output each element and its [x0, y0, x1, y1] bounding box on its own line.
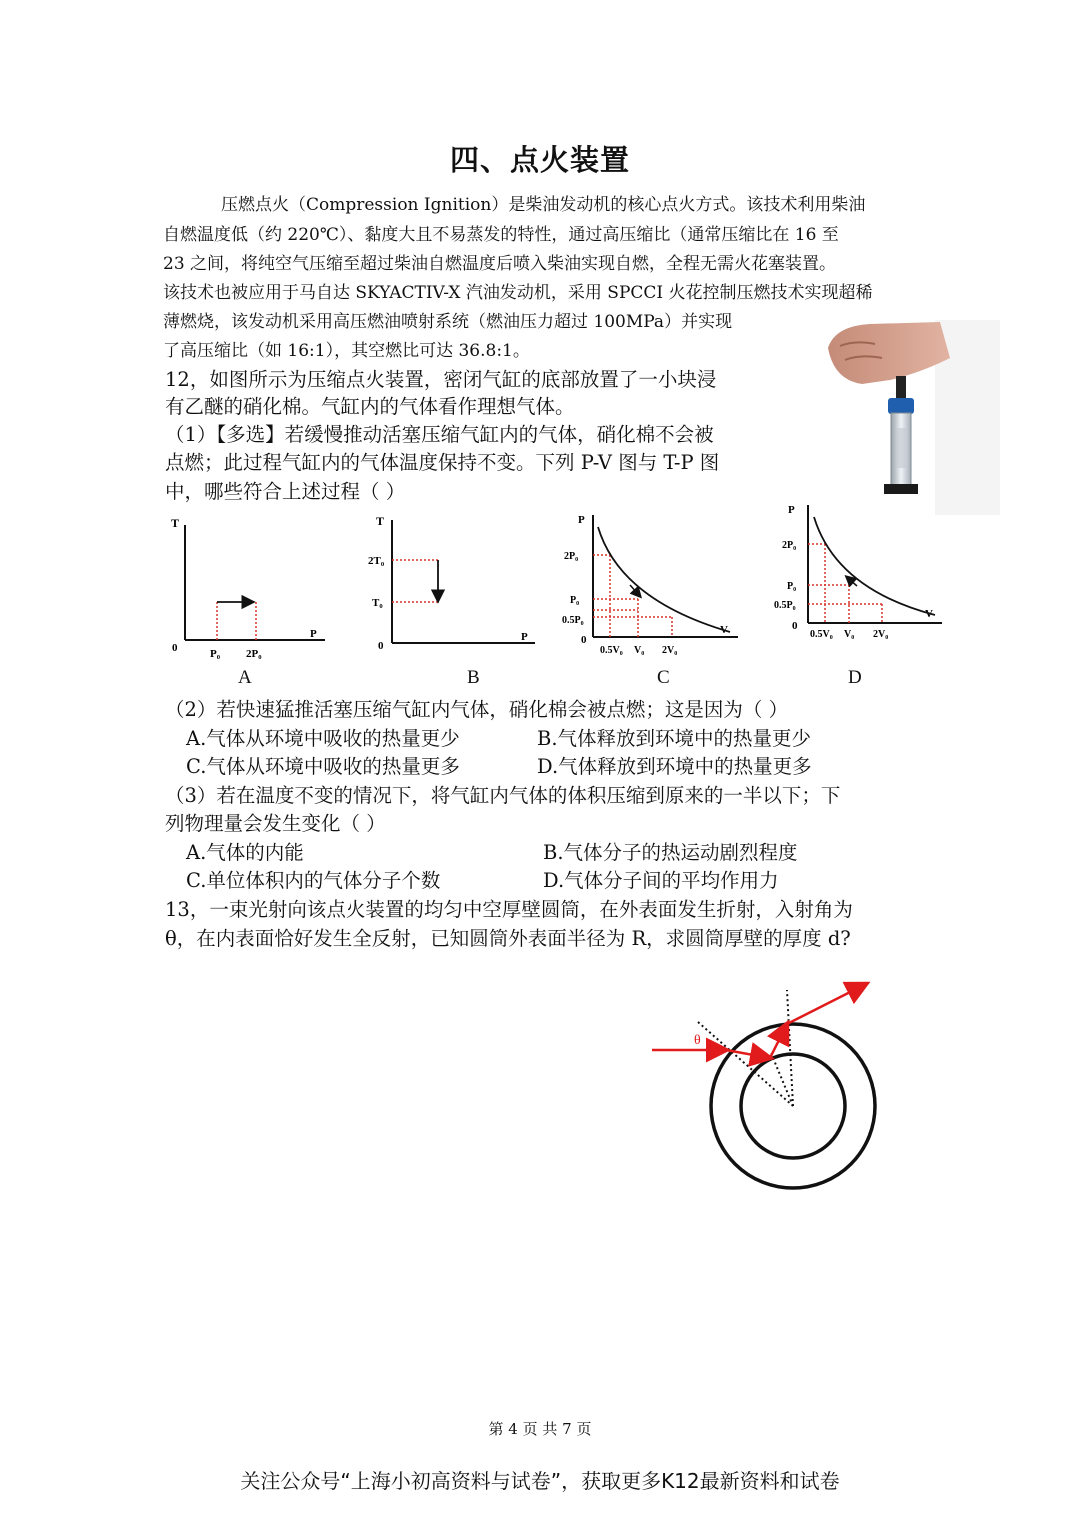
q12-part2-option-c: C.气体从环境中吸收的热量更多 [186, 755, 460, 778]
graph-b-y-tick: T₀ [372, 597, 383, 609]
graph-b-x-label: P [521, 631, 528, 643]
refracted-ray [726, 1050, 770, 1058]
intro-line-1: 压燃点火（Compression Ignition）是柴油发动机的核心点火方式。该技术利用柴油 [221, 195, 866, 215]
q12-part1-line-3: 中，哪些符合上述过程（ ） [165, 480, 406, 503]
graph-d-y-tick: P₀ [787, 581, 797, 592]
graph-a [160, 505, 340, 665]
graph-c [560, 505, 745, 665]
q12-part1-line-2: 点燃；此过程气缸内的气体温度保持不变。下列 P-V 图与 T-P 图 [165, 451, 720, 474]
graph-a-x-tick: P₀ [210, 648, 221, 660]
intro-line-5: 薄燃烧，该发动机采用高压燃油喷射系统（燃油压力超过 100MPa）并实现 [163, 312, 733, 332]
graph-c-x-label: V [720, 624, 728, 636]
q12-part2-option-d: D.气体释放到环境中的热量更多 [537, 755, 812, 778]
q13-stem-line-1: 13，一束光射向该点火装置的均匀中空厚壁圆筒，在外表面发生折射，入射角为 [165, 898, 853, 921]
q12-part3-stem-line-1: （3）若在温度不变的情况下，将气缸内气体的体积压缩到原来的一半以下；下 [165, 784, 841, 807]
graph-b [360, 505, 540, 665]
q12-part1-line-1: （1）【多选】若缓慢推动活塞压缩气缸内的气体，硝化棉不会被 [165, 423, 714, 446]
graph-c-x-tick: 2V₀ [662, 645, 678, 656]
graph-d-y-tick: 2P₀ [782, 540, 797, 551]
graph-d-direction-arrow [849, 579, 857, 586]
graph-a-origin: 0 [172, 642, 178, 654]
graph-c-caption: C [657, 667, 670, 688]
reflected-ray [770, 1024, 787, 1058]
graph-d-isotherm [814, 517, 935, 615]
graph-d-origin: 0 [792, 620, 798, 632]
graph-c-x-tick: 0.5V₀ [600, 645, 623, 656]
graph-d-x-label: V [925, 608, 933, 620]
graph-d-y-tick: 0.5P₀ [774, 600, 796, 611]
exit-ray [787, 984, 866, 1024]
intro-line-2: 自燃温度低（约 220℃）、黏度大且不易蒸发的特性，通过高压缩比（通常压缩比在 16 至 [163, 225, 839, 245]
graph-c-y-label: P [578, 514, 585, 526]
graph-b-origin: 0 [378, 640, 384, 652]
graph-d-x-tick: V₀ [844, 629, 855, 640]
page-number: 第 4 页 共 7 页 [488, 1420, 592, 1438]
theta-label: θ [694, 1033, 701, 1048]
q12-part3-stem-line-2: 列物理量会发生变化（ ） [165, 812, 386, 835]
graph-b-y-tick: 2T₀ [368, 555, 385, 567]
graph-d-x-tick: 2V₀ [873, 629, 889, 640]
hollow-cylinder-diagram [640, 970, 900, 1200]
graph-c-y-tick: 2P₀ [564, 551, 579, 562]
intro-line-4: 该技术也被应用于马自达 SKYACTIV-X 汽油发动机，采用 SPCCI 火花控制压燃技术实现超稀 [163, 283, 873, 303]
graph-d-caption: D [848, 667, 862, 688]
graph-d [770, 497, 950, 647]
graph-a-caption: A [238, 667, 252, 688]
graph-c-y-tick: P₀ [570, 595, 580, 606]
graph-a-y-label: T [171, 516, 180, 530]
q12-stem-line-2: 有乙醚的硝化棉。气缸内的气体看作理想气体。 [165, 395, 575, 418]
q12-part2-option-b: B.气体释放到环境中的热量更少 [537, 727, 812, 750]
graph-d-x-tick: 0.5V₀ [810, 629, 833, 640]
q12-part3-option-a: A.气体的内能 [186, 841, 304, 864]
q12-part3-option-c: C.单位体积内的气体分子个数 [186, 869, 441, 892]
graph-a-x-tick: 2P₀ [246, 648, 262, 660]
intro-line-3: 23 之间，将纯空气压缩至超过柴油自燃温度后喷入柴油实现自燃，全程无需火花塞装置。 [163, 254, 837, 274]
footer-promo: 关注公众号“上海小初高资料与试卷”，获取更多K12最新资料和试卷 [240, 1469, 840, 1493]
q12-part3-option-d: D.气体分子间的平均作用力 [543, 869, 779, 892]
page-title: 四、点火装置 [449, 143, 630, 177]
intro-line-6: 了高压缩比（如 16:1），其空燃比可达 36.8:1。 [163, 341, 530, 361]
compression-igniter-photo [800, 318, 1000, 518]
graph-b-caption: B [467, 667, 480, 688]
q12-stem-line-1: 12，如图所示为压缩点火装置，密闭气缸的底部放置了一小块浸 [165, 368, 717, 391]
graph-a-x-label: P [310, 628, 317, 640]
graph-d-y-label: P [788, 504, 795, 516]
q12-part2-option-a: A.气体从环境中吸收的热量更少 [186, 727, 460, 750]
graph-c-origin: 0 [581, 634, 587, 646]
graph-c-y-tick: 0.5P₀ [562, 615, 584, 626]
graph-c-x-tick: V₀ [634, 645, 645, 656]
graph-b-y-label: T [376, 514, 385, 528]
q13-stem-line-2: θ，在内表面恰好发生全反射，已知圆筒外表面半径为 R，求圆筒厚壁的厚度 d? [165, 927, 851, 950]
q12-part3-option-b: B.气体分子的热运动剧烈程度 [543, 841, 798, 864]
q12-part2-stem: （2）若快速猛推活塞压缩气缸内气体，硝化棉会被点燃；这是因为（ ） [165, 698, 789, 721]
